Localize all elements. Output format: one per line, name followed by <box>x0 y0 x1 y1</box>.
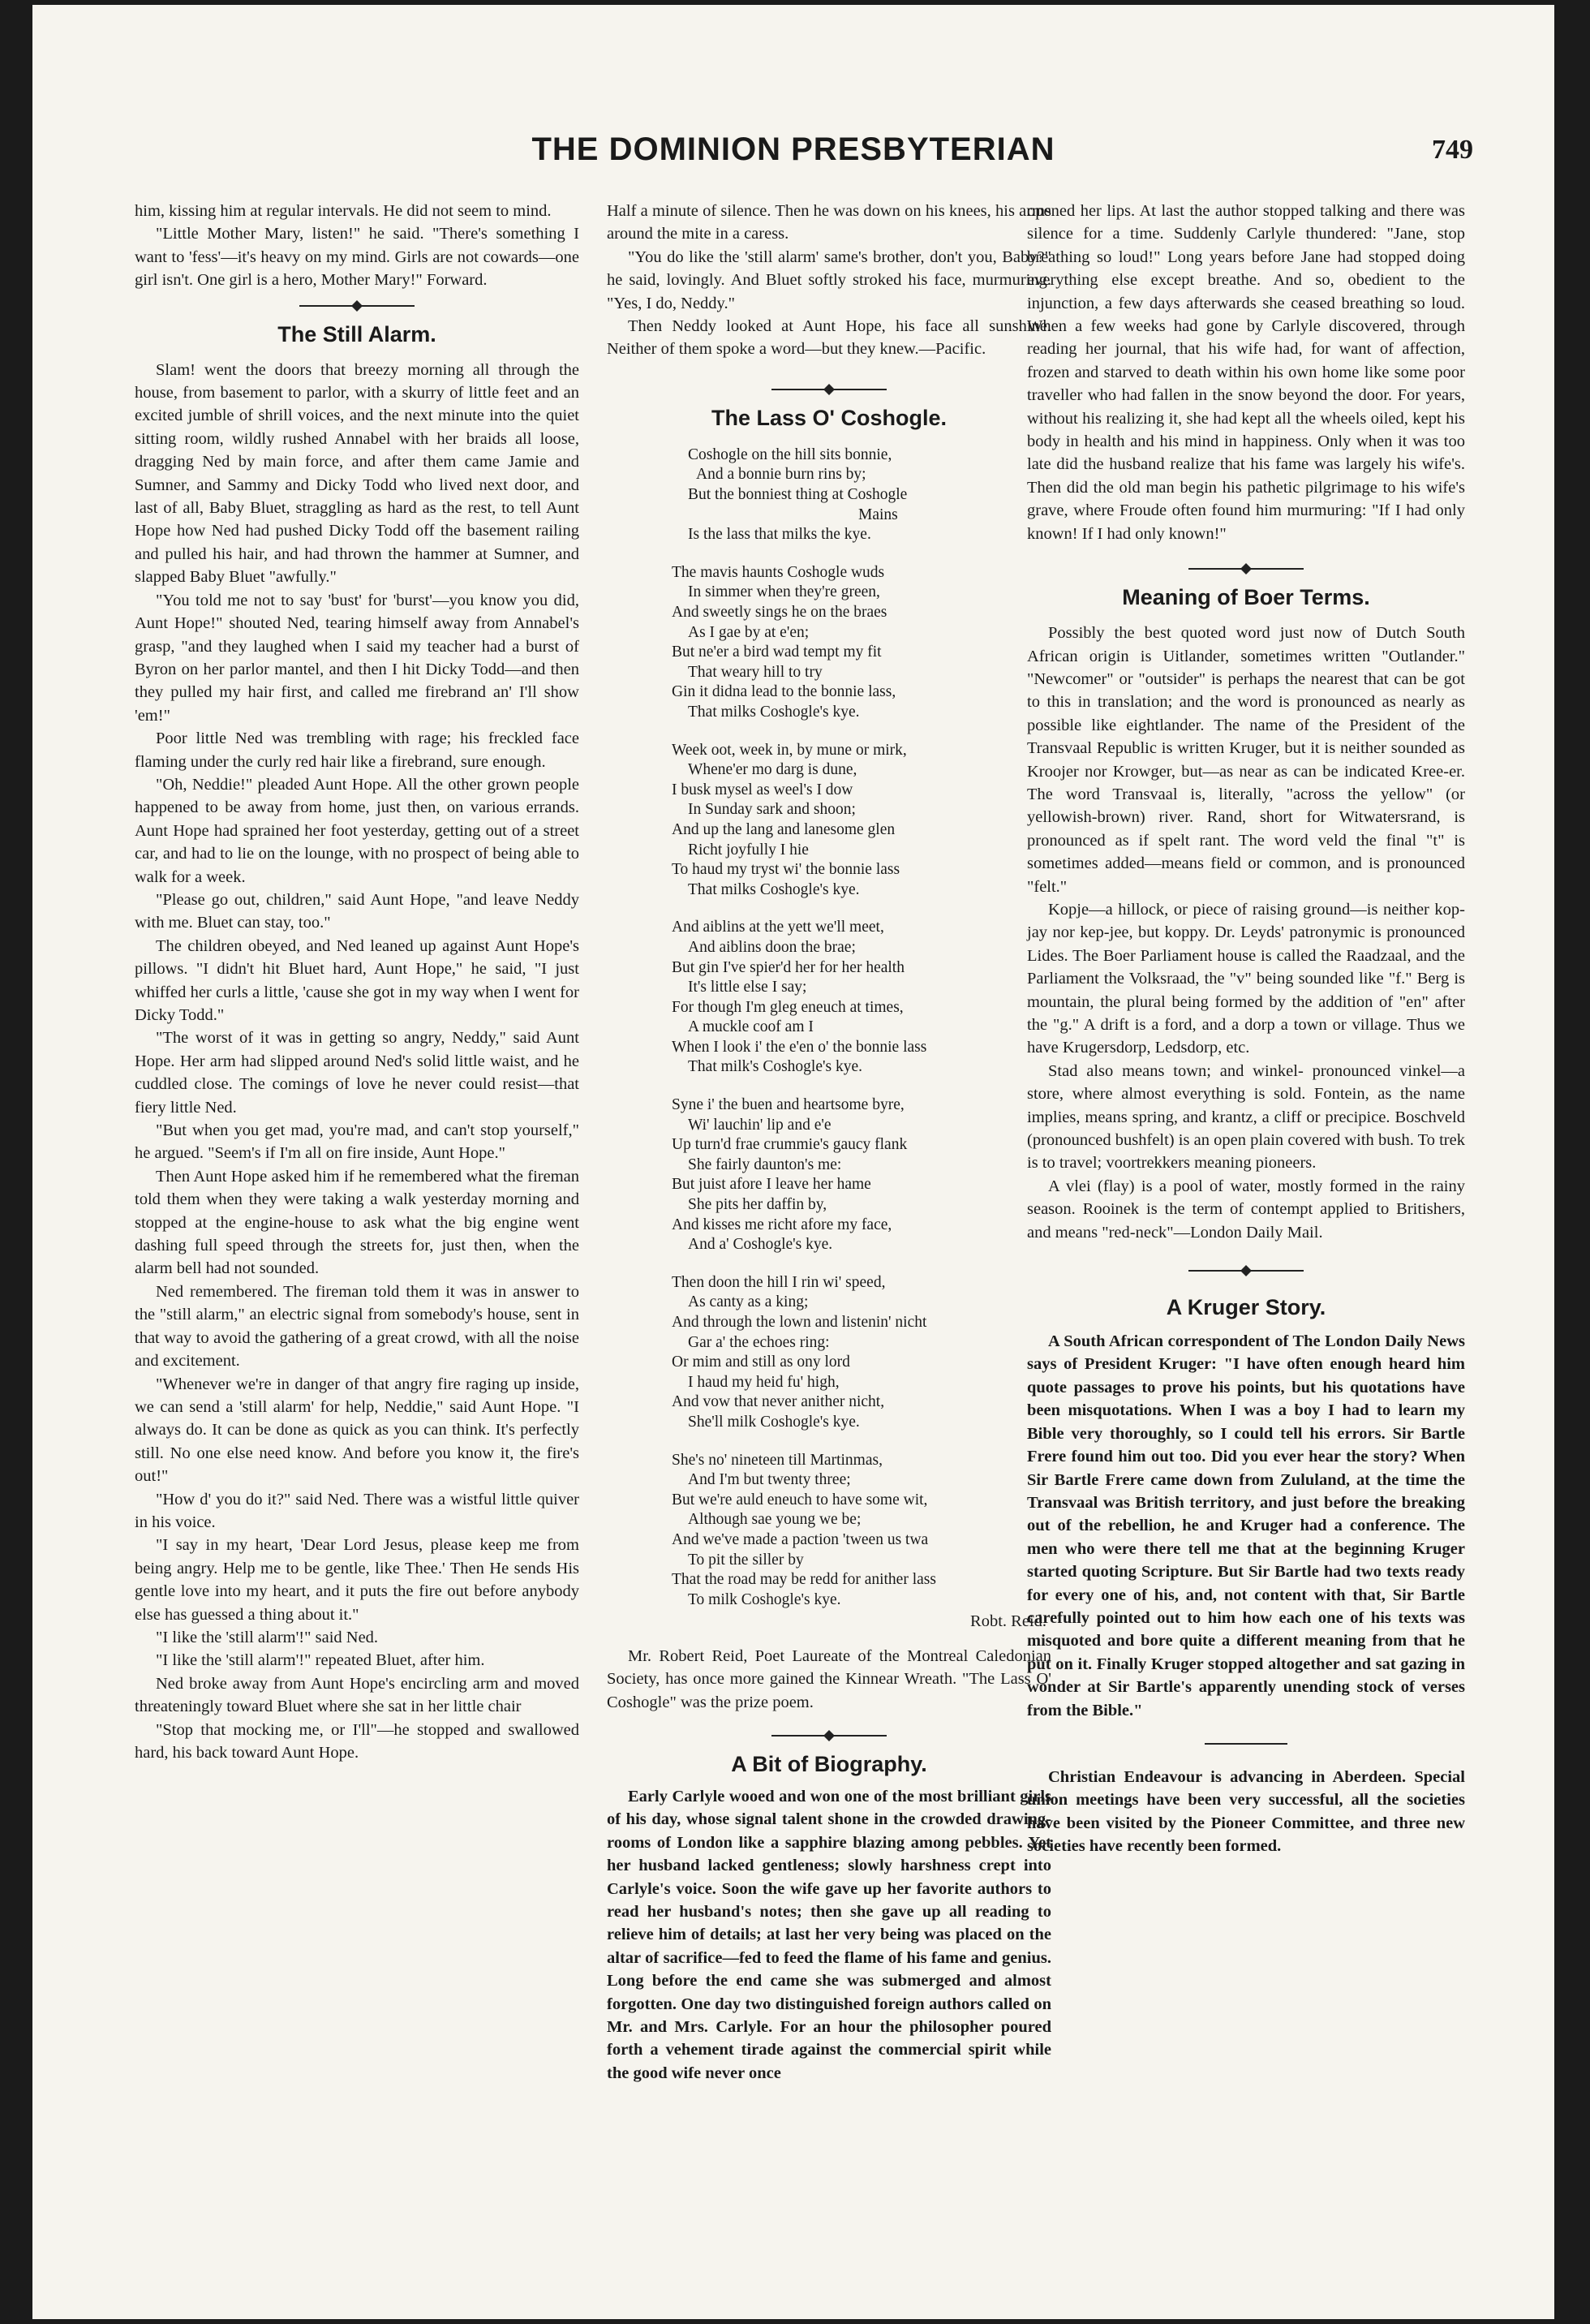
poem-line: And a bonnie burn rins by; <box>696 466 866 484</box>
section-divider <box>1201 1730 1291 1758</box>
poem-stanza <box>672 1095 1051 1255</box>
poem-line: Then doon the hill I rin wi' speed, <box>672 1273 886 1291</box>
poem-line: But ne'er a bird wad tempt my fit <box>672 643 882 661</box>
poem-line: And vow that never anither nicht, <box>672 1393 885 1411</box>
newspaper-page <box>32 5 1554 2319</box>
poem-signature: Robt. Reid. <box>970 1612 1046 1631</box>
poem-line: I haud my heid fu' high, <box>688 1373 840 1391</box>
poem-line: And up the lang and lanesome glen <box>672 820 896 838</box>
paragraph: "How d' you do it?" said Ned. There was a wistful little quiver in his voice. <box>135 1490 579 1531</box>
poem-line: When I look i' the e'en o' the bonnie lass <box>672 1038 927 1056</box>
paragraph: Then Aunt Hope asked him if he remembered what the fireman told them when they were taking a walk yesterday morning and stopped at the engine-house to ask what the big engine went dashing full speed through the streets for, just then, when the alarm bell had not sounded. <box>135 1167 579 1278</box>
poem-line: I busk mysel as weel's I dow <box>672 781 853 798</box>
paragraph: "You do like the 'still alarm' same's brother, don't you, Baby?" he said, lovingly. And Bluet softly stroked his face, murmuring. "Yes, I do, Neddy." <box>607 247 1051 312</box>
section-divider <box>1185 1257 1307 1285</box>
poem-line: To haud my tryst wi' the bonnie lass <box>672 861 900 879</box>
paragraph: "Please go out, children," said Aunt Hope, "and leave Neddy with me. Bluet can stay, too." <box>135 890 579 932</box>
poem-line: Syne i' the buen and heartsome byre, <box>672 1096 905 1114</box>
poem-stanza <box>672 918 1051 1078</box>
poem-line: That weary hill to try <box>688 663 823 681</box>
poem-stanza <box>672 563 1051 723</box>
poem-line: She fairly daunton's me: <box>688 1156 842 1173</box>
poem-line: And aiblins doon the brae; <box>688 938 856 956</box>
poem-line: And sweetly sings he on the braes <box>672 604 887 621</box>
poem-line: Gin it didna lead to the bonnie lass, <box>672 683 896 701</box>
paragraph: A vlei (flay) is a pool of water, mostly formed in the rainy season. Rooinek is the term of contempt applied to Britishers, and means "red-neck"—London Daily Mail. <box>1027 1177 1465 1242</box>
paragraph: Kopje—a hillock, or piece of raising ground—is neither kop-jay nor kep-jee, but koppy. Dr. Leyds' patronymic is pronounced Lides. The Boer Parliament house is called the Raadzaal, and the Parliament the Volksraad, the "v" being sounded like "f." Berg is mountain, the plural being formed by the addition of "en" after the "g." A drift is a ford, and a dorp a town or village. Thus we have Krugersdorp, Ledsdorp, etc. <box>1027 900 1465 1057</box>
poem-line: To pit the siller by <box>688 1551 804 1569</box>
poem-line: And kisses me richt afore my face, <box>672 1216 892 1233</box>
poem-line: The mavis haunts Coshogle wuds <box>672 563 885 581</box>
poem-line: Is the lass that milks the kye. <box>688 526 871 544</box>
poem-line: In Sunday sark and shoon; <box>688 801 856 819</box>
poem-line: And aiblins at the yett we'll meet, <box>672 919 884 936</box>
poem-line: For though I'm gleg eneuch at times, <box>672 998 904 1016</box>
page-number: 749 <box>1432 135 1473 165</box>
paragraph: Poor little Ned was trembling with rage; his freckled face flaming under the curly red hair like a firebrand, sure enough. <box>135 729 579 771</box>
paragraph: The children obeyed, and Ned leaned up against Aunt Hope's pillows. "I didn't hit Bluet hard, Aunt Hope," he said, "I just whiffed her curls a little, 'cause she got in my way when I went for Dicky Todd." <box>135 936 579 1024</box>
poem-line: She'll milk Coshogle's kye. <box>688 1413 860 1431</box>
paragraph: "Stop that mocking me, or I'll"—he stopped and swallowed hard, his back toward Aunt Hope. <box>135 1720 579 1762</box>
poem-line: But the bonniest thing at Coshogle <box>688 486 908 504</box>
paragraph: "Whenever we're in danger of that angry fire raging up inside, we can send a 'still alarm' for help, Neddie," said Aunt Hope. "I always do. It can be done as quick as you can think. It's perfectly still. No one else need know. And before you know it, the fire's out!" <box>135 1375 579 1486</box>
poem-line: That the road may be redd for anither lass <box>672 1571 936 1589</box>
column-1 <box>135 200 579 1764</box>
poem-lass-o-coshogle <box>607 445 1051 1610</box>
poem-line: Coshogle on the hill sits bonnie, <box>688 445 892 463</box>
article-boer-terms <box>1027 622 1465 1244</box>
heading-kruger-story: A Kruger Story. <box>1166 1295 1326 1320</box>
poem-line: She's no' nineteen till Martinmas, <box>672 1451 883 1469</box>
poem-line: Gar a' the echoes ring: <box>688 1333 830 1351</box>
heading-bit-of-biography: A Bit of Biography. <box>731 1751 927 1776</box>
paragraph: "I like the 'still alarm'!" repeated Bluet, after him. <box>156 1651 485 1670</box>
poem-line: A muckle coof am I <box>688 1018 814 1036</box>
poem-line: Although sae young we be; <box>688 1511 862 1529</box>
poem-line: But juist afore I leave her hame <box>672 1176 871 1194</box>
poem-line: But gin I've spier'd her for her health <box>672 958 905 976</box>
poem-line: That milk's Coshogle's kye. <box>688 1058 863 1076</box>
poem-line: Richt joyfully I hie <box>688 841 809 859</box>
paragraph: Possibly the best quoted word just now of Dutch South African origin is Uitlander, sometimes written "Outlander." "Newcomer" or "outsider" is perhaps the nearest that can be got to this in translation; and the word is pronounced as nearly as possible like eightlander. The name of the President of the Transvaal Republic is written Kruger, but it is neither sounded as Kroojer nor Krowger, but—as near as can be indicated Kree-er. The word Transvaal is, literally, "across the yellow" (or yellowish-brown) river. Rand, short for Witwatersrand, is pronounced as if spelt rant. The word veld the final "t" is sometimes added—means field or common, and is pronounced "felt." <box>1027 624 1465 896</box>
section-divider <box>296 292 418 320</box>
poem-line: Mains <box>858 506 898 523</box>
poem-line: Week oot, week in, by mune or mirk, <box>672 741 907 759</box>
poem-line: And through the lown and listenin' nicht <box>672 1314 927 1331</box>
paragraph: Ned broke away from Aunt Hope's encircling arm and moved threateningly toward Bluet where she sat in her little chair <box>135 1674 579 1716</box>
poem-line: It's little else I say; <box>688 979 807 996</box>
poem-line: Wi' lauchin' lip and e'e <box>688 1116 832 1134</box>
poem-line: She pits her daffin by, <box>688 1196 827 1214</box>
poem-line: But we're auld eneuch to have some wit, <box>672 1491 928 1508</box>
story-continuation: "Little Mother Mary, listen!" he said. "There's something I want to 'fess'—it's heavy on my mind. Girls are not cowards—one girl isn't. One girl is a hero, Mother Mary!" Forward. <box>135 225 579 290</box>
poem-stanza <box>672 1451 1051 1611</box>
poem-line: Whene'er mo darg is dune, <box>688 761 857 779</box>
poem-line: In simmer when they're green, <box>688 583 880 601</box>
paragraph: "I like the 'still alarm'!" said Ned. <box>156 1628 379 1646</box>
paragraph: "You told me not to say 'bust' for 'burst'—you know you did, Aunt Hope!" shouted Ned, tearing himself away from Annabel's grasp, "and they laughed when I said my teacher had a burst of Byron on her parlor mantel, and then I hit Dicky Todd—and then they pulled my hair first, and called me firebrand an' I'll show 'em!" <box>135 591 579 725</box>
poem-stanza <box>672 445 1051 545</box>
poem-line: And we've made a paction 'tween us twa <box>672 1530 929 1548</box>
paragraph: Then Neddy looked at Aunt Hope, his face all sunshine. Neither of them spoke a word—but they knew.—Pacific. <box>607 317 1051 359</box>
section-divider <box>768 376 890 403</box>
article-still-alarm <box>135 359 579 1765</box>
paragraph: "Oh, Neddie!" pleaded Aunt Hope. All the other grown people happened to be away from home, just then, on various errands. Aunt Hope had sprained her foot yesterday, getting out of a street car, and had to lie on the lounge, with no prospect of being able to walk for a week. <box>135 775 579 886</box>
heading-lass-o-coshogle: The Lass O' Coshogle. <box>711 405 947 430</box>
article-biography-continued: opened her lips. At last the author stopped talking and there was silence for a time. Suddenly Carlyle thundered: "Jane, stop breathing so loud!" Long years before Jane had stopped doing everything else except breathe. And so, obedient to the injunction, a few days afterwards she ceased breathing so loud. When a few weeks had gone by Carlyle discovered, through reading her journal, that his wife had, for want of affection, frozen and starved to death within his own home like some poor traveller who had fallen in the snow beyond the door. For years, without his realizing it, she had kept all the wheels oiled, kept his body in health and his mind in happiness. Only when it was too late did the husband realize that his fame was largely his wife's. Then did the old man begin his pathetic pilgrimage to his wife's grave, where Froude often found him murmuring: "If I had only known! If I had only known!" <box>1027 202 1465 543</box>
poem-line: And a' Coshogle's kye. <box>688 1236 833 1254</box>
section-divider <box>768 1722 890 1749</box>
poem-line: Or mim and still as ony lord <box>672 1354 850 1371</box>
column-3 <box>1027 200 1465 1858</box>
paragraph: "The worst of it was in getting so angry, Neddy," said Aunt Hope. Her arm had slipped around Ned's solid little waist, and he cuddled close. The comings of love he never could resist—that fiery little Ned. <box>135 1029 579 1117</box>
news-item-endeavour: Christian Endeavour is advancing in Aberdeen. Special union meetings have been very successful, all the societies have been visited by the Pioneer Committee, and three new societies have recently been formed. <box>1027 1767 1465 1856</box>
section-divider <box>1185 555 1307 583</box>
heading-boer-terms: Meaning of Boer Terms. <box>1122 585 1370 610</box>
poem-stanza <box>672 741 1051 901</box>
paragraph: Stad also means town; and winkel- pronounced vinkel—a store, where almost everything is sold. Fontein, as the name implies, means spring, and krantz, a cliff or precipice. Boschveld (pronounced bushfelt) is an open plain covered with bush. To trek is to travel; voortrekkers meaning pioneers. <box>1027 1061 1465 1173</box>
poem-stanza <box>672 1273 1051 1433</box>
paragraph: Half a minute of silence. Then he was down on his knees, his arms around the mite in a caress. <box>607 202 1051 243</box>
paragraph: "I say in my heart, 'Dear Lord Jesus, please keep me from being angry. Help me to be gentle, like Thee.' Then He sends His gentle love into my heart, and it puts the fire out before anybody else has guessed a thing about it." <box>135 1536 579 1624</box>
column-2 <box>607 200 1051 2085</box>
poem-line: As canty as a king; <box>688 1293 809 1311</box>
article-biography: Early Carlyle wooed and won one of the most brilliant girls of his day, whose signal talent shone in the crowded drawing-rooms of London like a sapphire blazing among pebbles. Yet her husband lacked gentleness; slowly harshness crept into Carlyle's voice. Soon the wife gave up her favorite authors to read her husband's notes; then she gave up all reading to relieve him of details; at last her very being was placed on the altar of sacrifice—fed to feed the flame of his fame and genius. Long before the end came she was submerged and almost forgotten. One day two distinguished foreign authors called on Mr. and Mrs. Carlyle. For an hour the philosopher poured forth a vehement tirade against the commercial spirit while the good wife never once <box>607 1787 1051 2082</box>
poem-line: Up turn'd frae crummie's gaucy flank <box>672 1136 908 1154</box>
masthead-title: THE DOMINION PRESBYTERIAN <box>531 131 1055 167</box>
poem-line: That milks Coshogle's kye. <box>688 703 860 721</box>
poem-line: As I gae by at e'en; <box>688 623 810 641</box>
poem-line: And I'm but twenty three; <box>688 1471 851 1489</box>
article-kruger-story: A South African correspondent of The London Daily News says of President Kruger: "I have often enough heard him quote passages to prove his points, but his quotations have been misquotations. When I was a boy I had to learn my Bible very thoroughly, so I could tell his errors. Sir Bartle Frere found him out too. Did you ever hear the story? When Sir Bartle Frere came down from Zululand, at the time the Transvaal was British territory, and just before the breaking out of the rebellion, he and Kruger had a conference. The men who were there tell me that at the beginning Kruger started quoting Scripture. But Sir Bartle had two texts ready for every one of his, and, not content with that, Sir Bartle carefully pointed out to him how each one of his texts was misquoted and bore quite a different meaning from that he put on it. Finally Kruger stopped altogether and sat gazing in wonder at Sir Bartle's apparently unending stock of verses from the Bible." <box>1027 1332 1465 1719</box>
poem-line: To milk Coshogle's kye. <box>688 1590 841 1608</box>
poem-note: Mr. Robert Reid, Poet Laureate of the Montreal Caledonian Society, has once more gained the Kinnear Wreath. "The Lass O' Coshogle" was the prize poem. <box>607 1646 1051 1711</box>
paragraph: Slam! went the doors that breezy morning all through the house, from basement to parlor, with a skurry of little feet and an excited jumble of shrill voices, and the next minute into the quiet sitting room, wildly rushed Annabel with her braids all loose, dragging Ned by main force, and after them came Jamie and Sumner, and Sammy and Dicky Todd who lived next door, and last of all, Baby Bluet, straggling as hard as the rest, to tell Aunt Hope how Ned had pushed Dicky Todd off the basement railing and pulled his hair, and had thrown the hammer at Sumner, and slapped Baby Bluet "awfully." <box>135 360 579 587</box>
poem-line: That milks Coshogle's kye. <box>688 880 860 898</box>
page-header <box>32 127 1554 175</box>
story-continuation: him, kissing him at regular intervals. He did not seem to mind. <box>135 202 552 220</box>
paragraph: "But when you get mad, you're mad, and can't stop yourself," he argued. "Seem's if I'm all on fire inside, Aunt Hope." <box>135 1121 579 1163</box>
heading-still-alarm: The Still Alarm. <box>277 321 436 346</box>
paragraph: Ned remembered. The fireman told them it was in answer to the "still alarm," an electric signal from somebody's house, sent in that way to avoid the gathering of a great crowd, with all the noise and excitement. <box>135 1282 579 1371</box>
